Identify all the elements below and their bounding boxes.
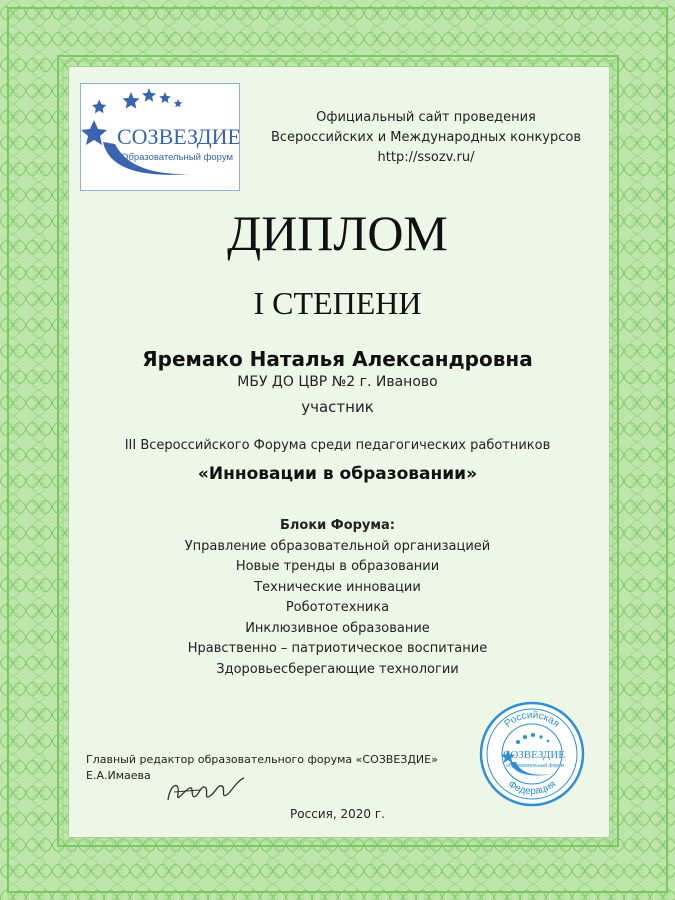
logo-name: СОЗВЕЗДИЕ (117, 124, 239, 149)
recipient-organization: МБУ ДО ЦВР №2 г. Иваново (237, 374, 438, 390)
logo-subtitle: Образовательный форум (121, 152, 234, 163)
forum-description: III Всероссийского Форума среди педагогических работников (124, 438, 551, 453)
editor-name: Е.А.Имаева (86, 769, 151, 782)
forum-block-item: Нравственно – патриотическое воспитание (187, 641, 488, 656)
forum-block-item: Здоровьесберегающие технологии (216, 661, 459, 677)
site-info-line2: Всероссийских и Международных конкурсов (270, 130, 582, 145)
diploma-degree: I СТЕПЕНИ (253, 285, 422, 321)
site-info (246, 108, 606, 168)
forum-block-item: Технические инновации (254, 579, 421, 595)
seal-bottom-text: Федерация (506, 778, 558, 798)
official-seal (478, 700, 586, 808)
editor-title: Главный редактор образовательного форума «СОЗВЕЗДИЕ» (86, 753, 438, 766)
place-and-year: Россия, 2020 г. (290, 807, 385, 821)
forum-blocks-heading: Блоки Форума: (279, 518, 396, 533)
editor-info (86, 752, 438, 784)
forum-name: «Инновации в образовании» (197, 464, 478, 484)
sozvezdie-logo (80, 83, 240, 191)
seal-sub-text: образовательный форум (506, 763, 564, 769)
site-url[interactable]: http://ssozv.ru/ (377, 150, 475, 165)
site-info-line1: Официальный сайт проведения (316, 110, 536, 125)
seal-center-text: СОЗВЕЗДИЕ (503, 749, 565, 761)
handwritten-signature (160, 770, 250, 810)
forum-blocks (0, 516, 675, 680)
seal-top-text: Российская (502, 709, 562, 730)
diploma-title: ДИПЛОМ (227, 205, 448, 261)
forum-block-item: Управление образовательной организацией (184, 538, 491, 554)
forum-block-item: Инклюзивное образование (245, 620, 430, 636)
recipient-name: Яремако Наталья Александровна (142, 347, 533, 371)
forum-block-item: Новые тренды в образовании (235, 559, 440, 574)
forum-block-item: Робототехника (285, 600, 390, 615)
recipient-role: участник (301, 398, 374, 416)
